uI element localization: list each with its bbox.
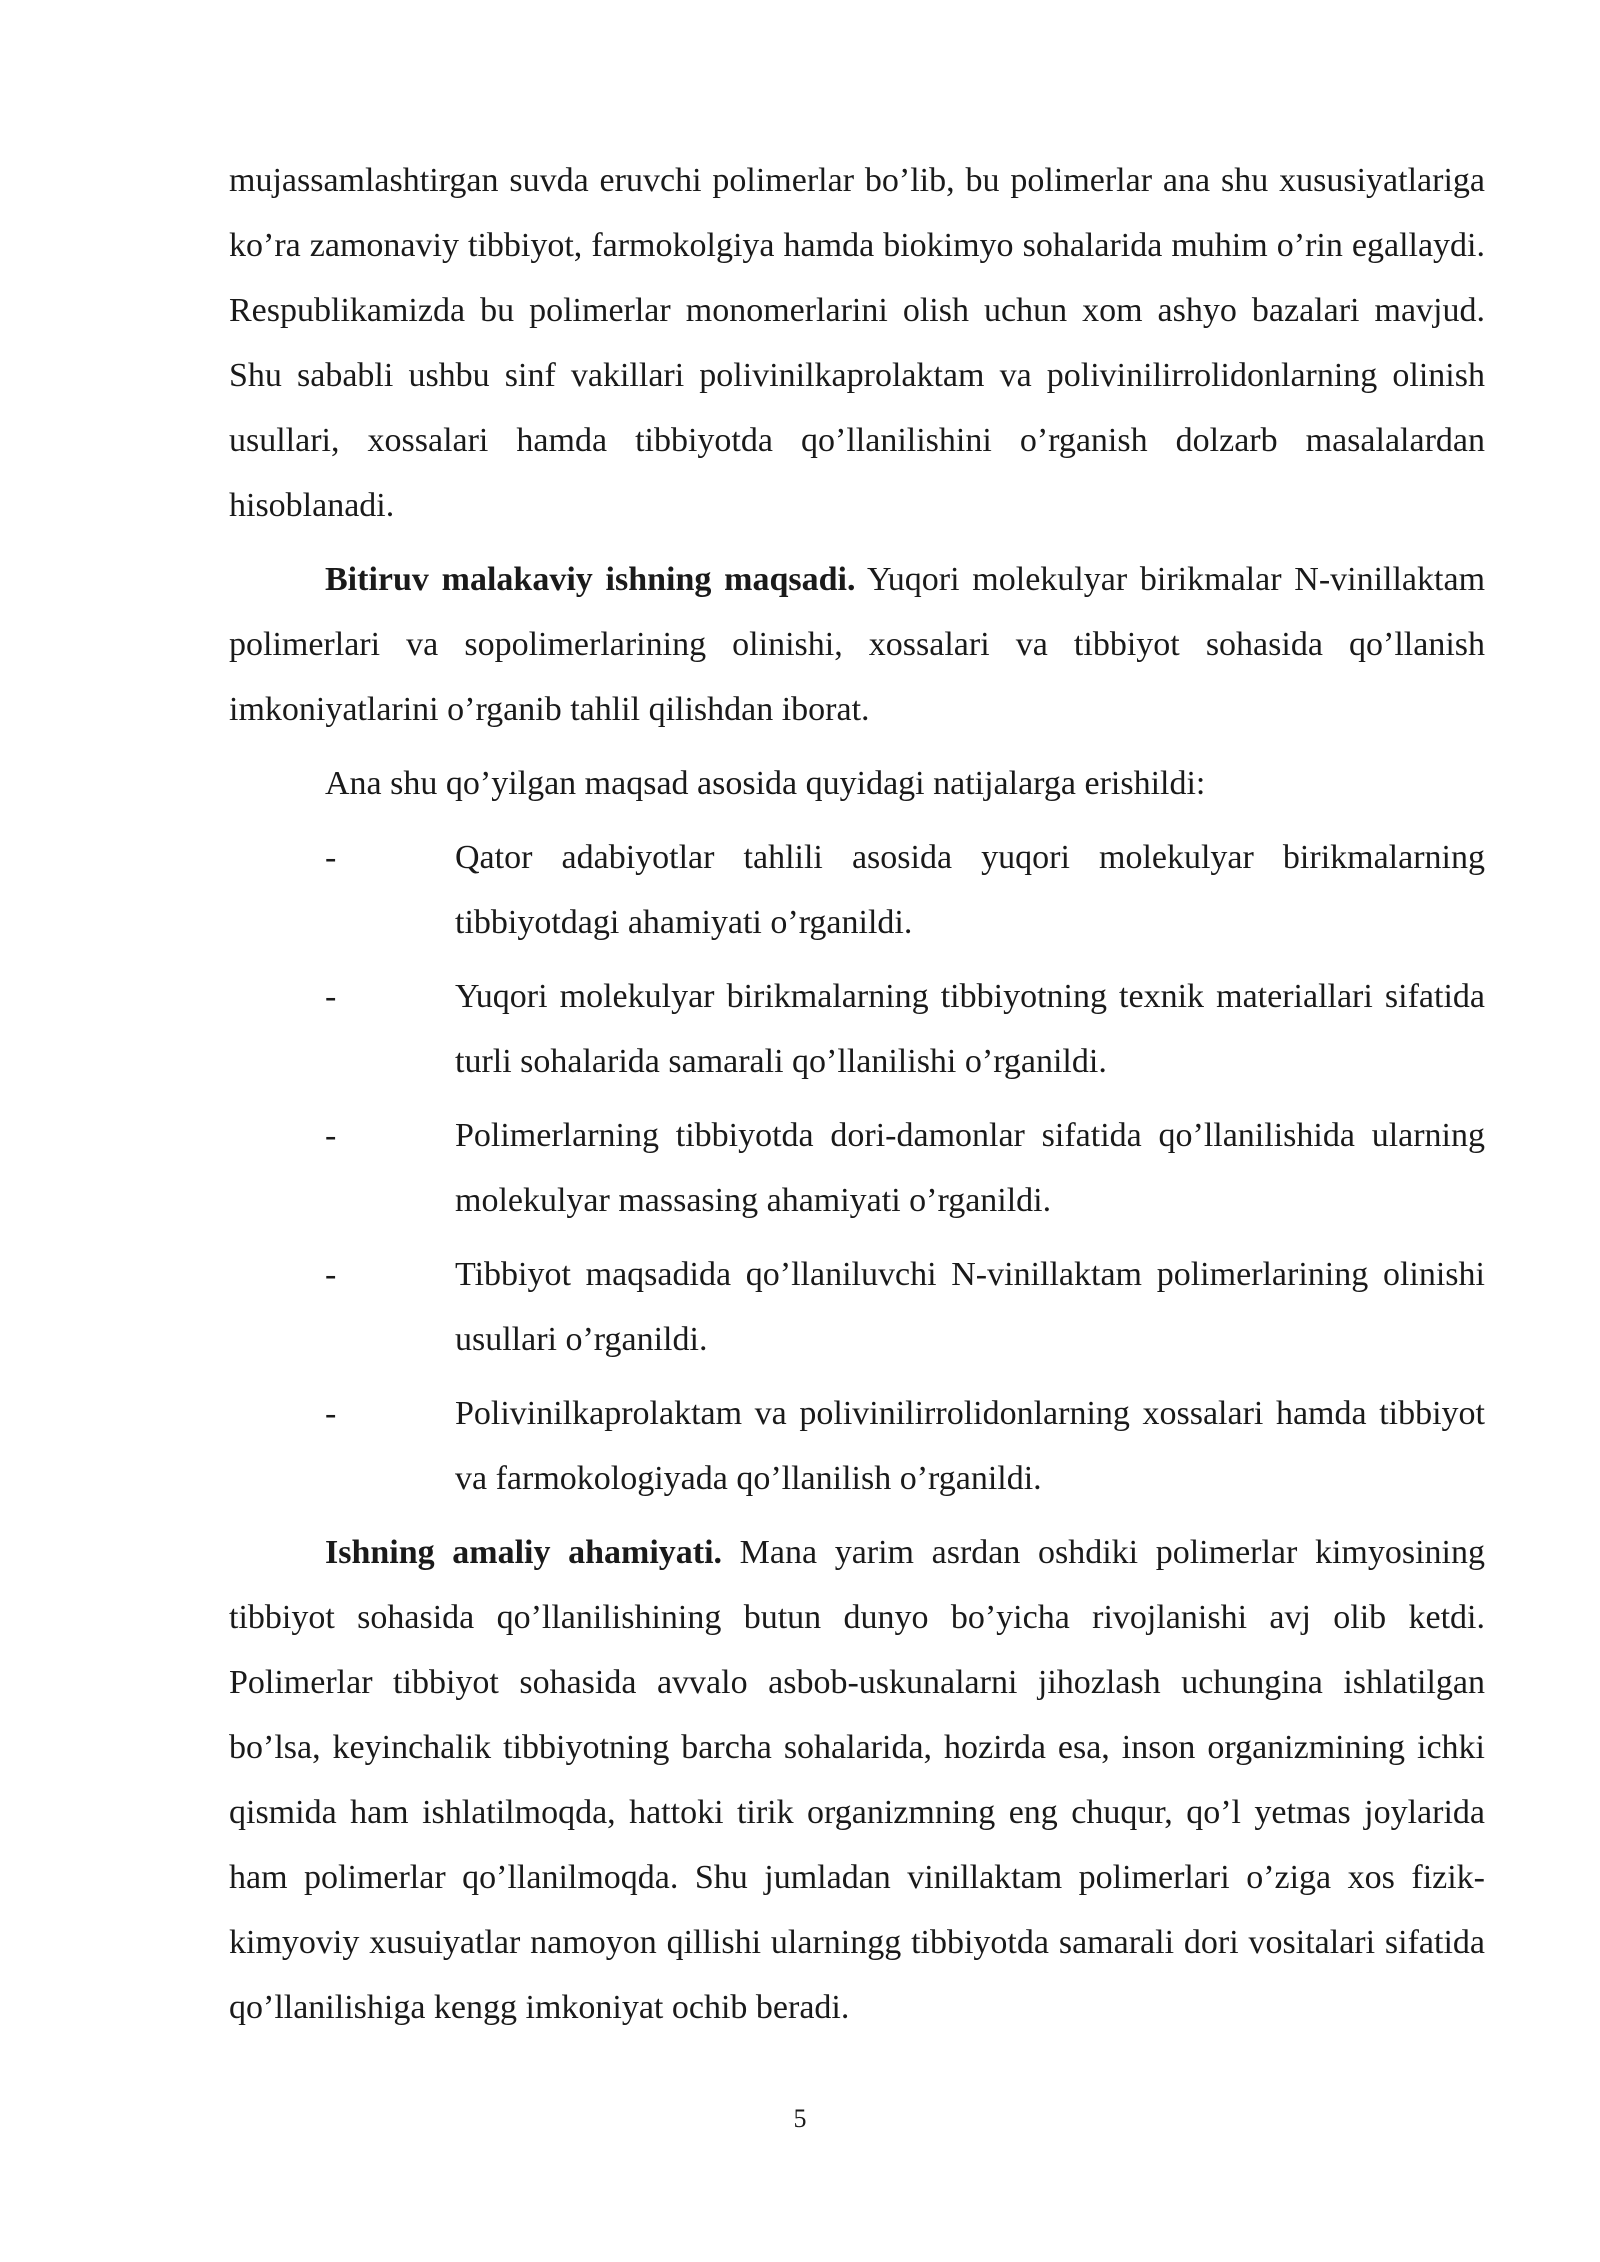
result-item bbox=[229, 1381, 1485, 1511]
results-intro: Ana shu qo’yilgan maqsad asosida quyidagi natijalarga erishildi: bbox=[325, 765, 1206, 802]
result-text: Yuqori molekulyar birikmalarning tibbiyotning texnik materiallari sifatida turli sohalarida samarali qo’llanilishi o’rganildi. bbox=[455, 978, 1485, 1080]
result-text: Polivinilkaprolaktam va polivinilirrolidonlarning xossalari hamda tibbiyot va farmokologiyada qo’llanilish o’rganildi. bbox=[455, 1395, 1485, 1497]
result-item bbox=[229, 964, 1485, 1094]
result-item bbox=[229, 1103, 1485, 1233]
practical-heading: Ishning amaliy ahamiyati. bbox=[325, 1534, 723, 1571]
result-item bbox=[229, 825, 1485, 955]
aim-text: Yuqori molekulyar birikmalar N-vinillaktam polimerlari va sopolimerlarining olinishi, xossalari va tibbiyot sohasida qo’llanish imkoniyatlarini o’rganib tahlil qilishdan iborat. bbox=[229, 561, 1486, 728]
page-number: 5 bbox=[793, 2104, 807, 2133]
paragraph-practical bbox=[229, 1520, 1485, 2040]
paragraph-intro: mujassamlashtirgan suvda eruvchi polimerlar bo’lib, bu polimerlar ana shu xususiyatlariga ko’ra zamonaviy tibbiyot, farmokolgiya hamda biokimyo sohalarida muhim o’rin egallaydi. Respublikamizda bu polimerlar monomerlarini olish uchun xom ashyo bazalari mavjud. Shu sababli ushbu sinf vakillari polivinilkaprolaktam va polivinilirrolidonlarning olinish usullari, xossalari hamda tibbiyotda qo’llanilishini o’rganish dolzarb masalalardan hisoblanadi. bbox=[229, 162, 1485, 524]
page-content bbox=[229, 148, 1485, 2040]
aim-heading: Bitiruv malakaviy ishning maqsadi. bbox=[325, 561, 856, 598]
bullet-dash: - bbox=[325, 1395, 337, 1432]
result-text: Tibbiyot maqsadida qo’llaniluvchi N-vinillaktam polimerlarining olinishi usullari o’rganildi. bbox=[455, 1256, 1485, 1358]
result-item bbox=[229, 1242, 1485, 1372]
paragraph-aim bbox=[229, 547, 1485, 742]
bullet-dash: - bbox=[325, 978, 337, 1015]
result-text: Polimerlarning tibbiyotda dori-damonlar sifatida qo’llanilishida ularning molekulyar massasing ahamiyati o’rganildi. bbox=[455, 1117, 1485, 1219]
bullet-dash: - bbox=[325, 1256, 337, 1293]
result-text: Qator adabiyotlar tahlili asosida yuqori molekulyar birikmalarning tibbiyotdagi ahamiyati o’rganildi. bbox=[455, 839, 1485, 941]
bullet-dash: - bbox=[325, 1117, 337, 1154]
practical-text: Mana yarim asrdan oshdiki polimerlar kimyosining tibbiyot sohasida qo’llanilishining butun dunyo bo’yicha rivojlanishi avj olib ketdi. Polimerlar tibbiyot sohasida avvalo asbob-uskunalarni jihozlash uchungina ishlatilgan bo’lsa, keyinchalik tibbiyotning barcha sohalarida, hozirda esa, inson organizmining ichki qismida ham ishlatilmoqda, hattoki tirik organizmning eng chuqur, qo’l yetmas joylarida ham polimerlar qo’llanilmoqda. Shu jumladan vinillaktam polimerlari o’ziga xos fizik-kimyoviy xusuiyatlar namoyon qillishi ularningg tibbiyotda samarali dori vositalari sifatida qo’llanilishiga kengg imkoniyat ochib beradi. bbox=[229, 1534, 1485, 2026]
bullet-dash: - bbox=[325, 839, 337, 876]
